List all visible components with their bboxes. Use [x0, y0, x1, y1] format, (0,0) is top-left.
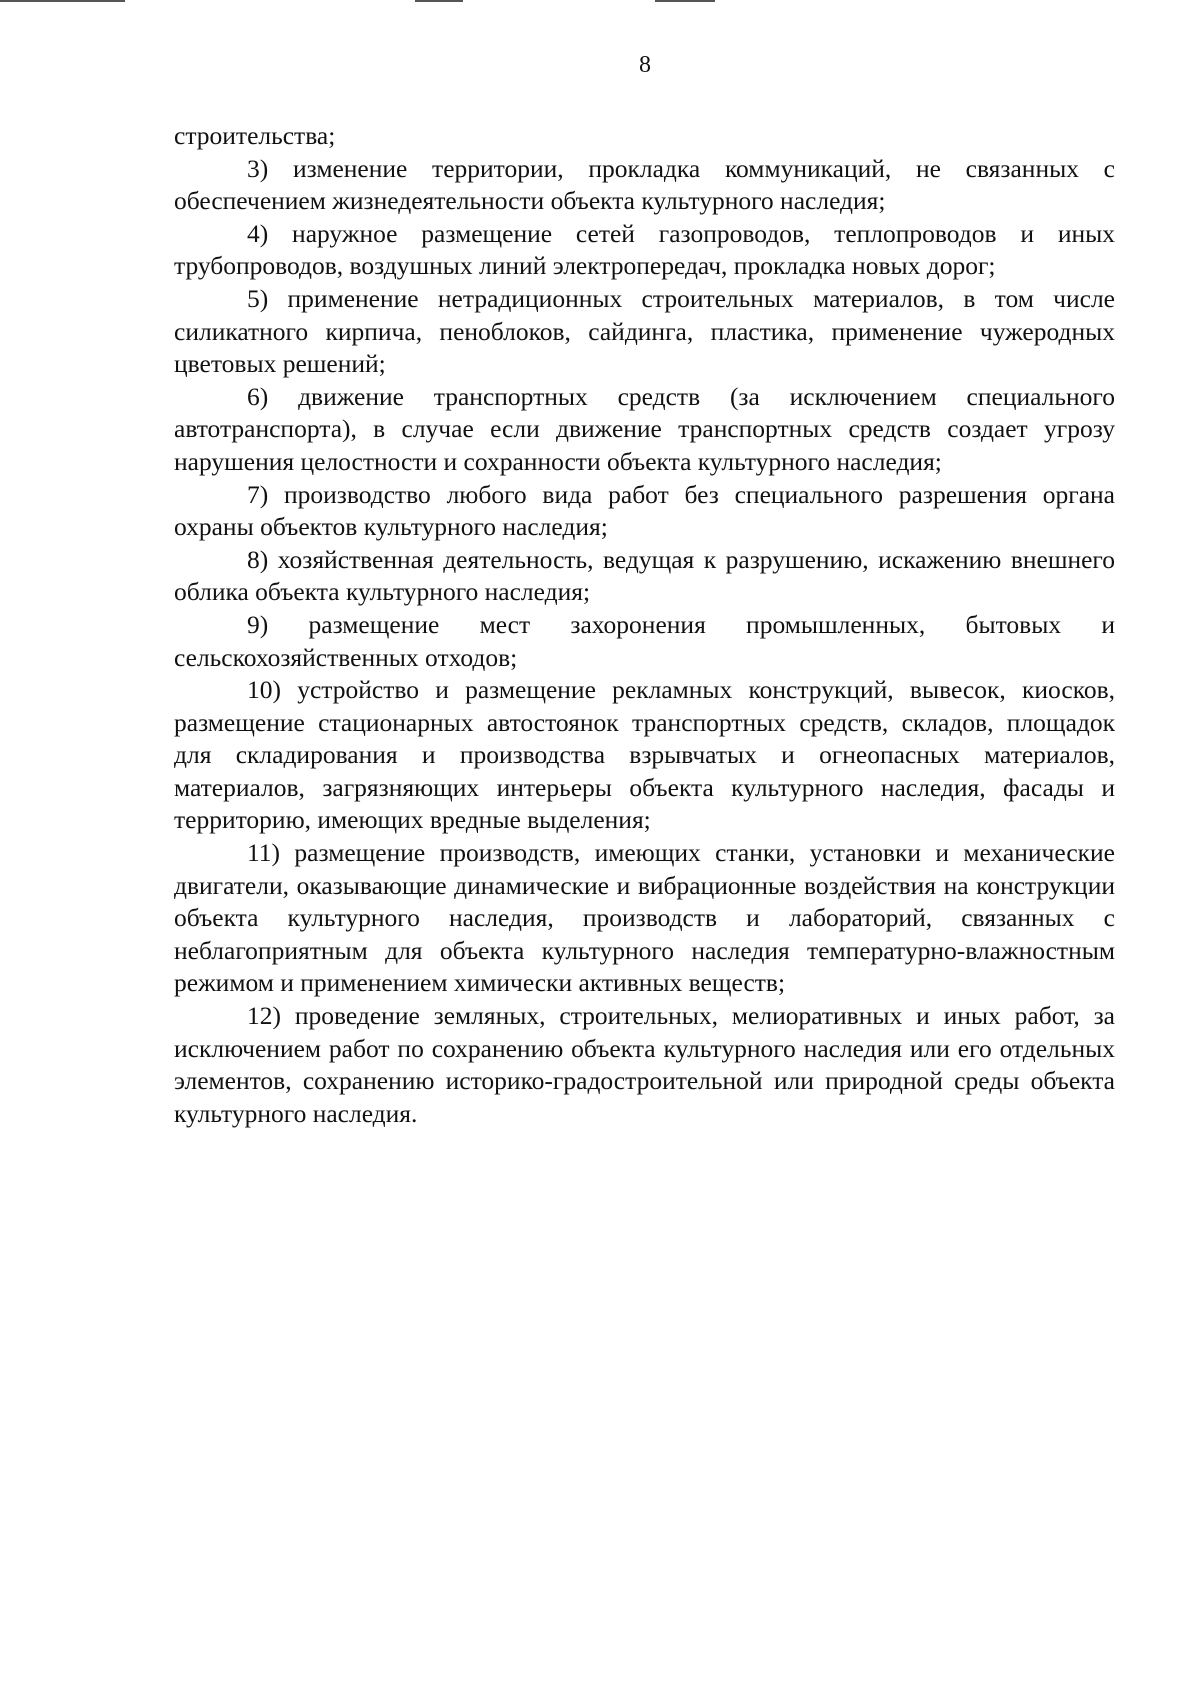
- list-item-12: 12) проведение земляных, строительных, мелиоративных и иных работ, за исключением работ по сохранению объекта культурного наследия или его отдельных элементов, сохранению историко-градостроительной или природной среды объекта культурного наследия.: [174, 1001, 1115, 1128]
- list-item-9: 9) размещение мест захоронения промышленных, бытовых и сельскохозяйственных отходов;: [174, 609, 1115, 672]
- list-item-7: 7) производство любого вида работ без специального разрешения органа охраны объектов культурного наследия;: [174, 479, 1115, 542]
- document-body: [174, 120, 1115, 1130]
- scan-edge-line: [415, 0, 463, 2]
- list-item-4: 4) наружное размещение сетей газопроводов, теплопроводов и иных трубопроводов, воздушных линий электропередач, прокладка новых дорог;: [174, 218, 1115, 281]
- list-item-10: 10) устройство и размещение рекламных конструкций, вывесок, киосков, размещение стационарных автостоянок транспортных средств, складов, площадок для складирования и производства взрывчатых и огнеопасных материалов, материалов, загрязняющих интерьеры объекта культурного наследия, фасады и территорию, имеющих вредные выделения;: [174, 675, 1115, 835]
- list-item-8: 8) хозяйственная деятельность, ведущая к разрушению, искажению внешнего облика объекта культурного наследия;: [174, 544, 1115, 607]
- list-item-5: 5) применение нетрадиционных строительных материалов, в том числе силикатного кирпича, пеноблоков, сайдинга, пластика, применение чужеродных цветовых решений;: [174, 283, 1115, 379]
- list-item-6: 6) движение транспортных средств (за исключением специального автотранспорта), в случае если движение транспортных средств создает угрозу нарушения целостности и сохранности объекта культурного наследия;: [174, 381, 1115, 476]
- list-item-3: 3) изменение территории, прокладка коммуникаций, не связанных с обеспечением жизнедеятельности объекта культурного наследия;: [174, 153, 1115, 216]
- list-item-11: 11) размещение производств, имеющих станки, установки и механические двигатели, оказывающие динамические и вибрационные воздействия на конструкции объекта культурного наследия, производств и лабораторий, связанных с неблагоприятным для объекта культурного наследия температурно-влажностным режимом и применением химически активных веществ;: [174, 838, 1115, 998]
- scan-edge-line: [655, 0, 715, 2]
- scan-edge-line: [0, 0, 125, 2]
- paragraph-continuation: строительства;: [174, 121, 336, 150]
- page-number: 8: [639, 52, 651, 78]
